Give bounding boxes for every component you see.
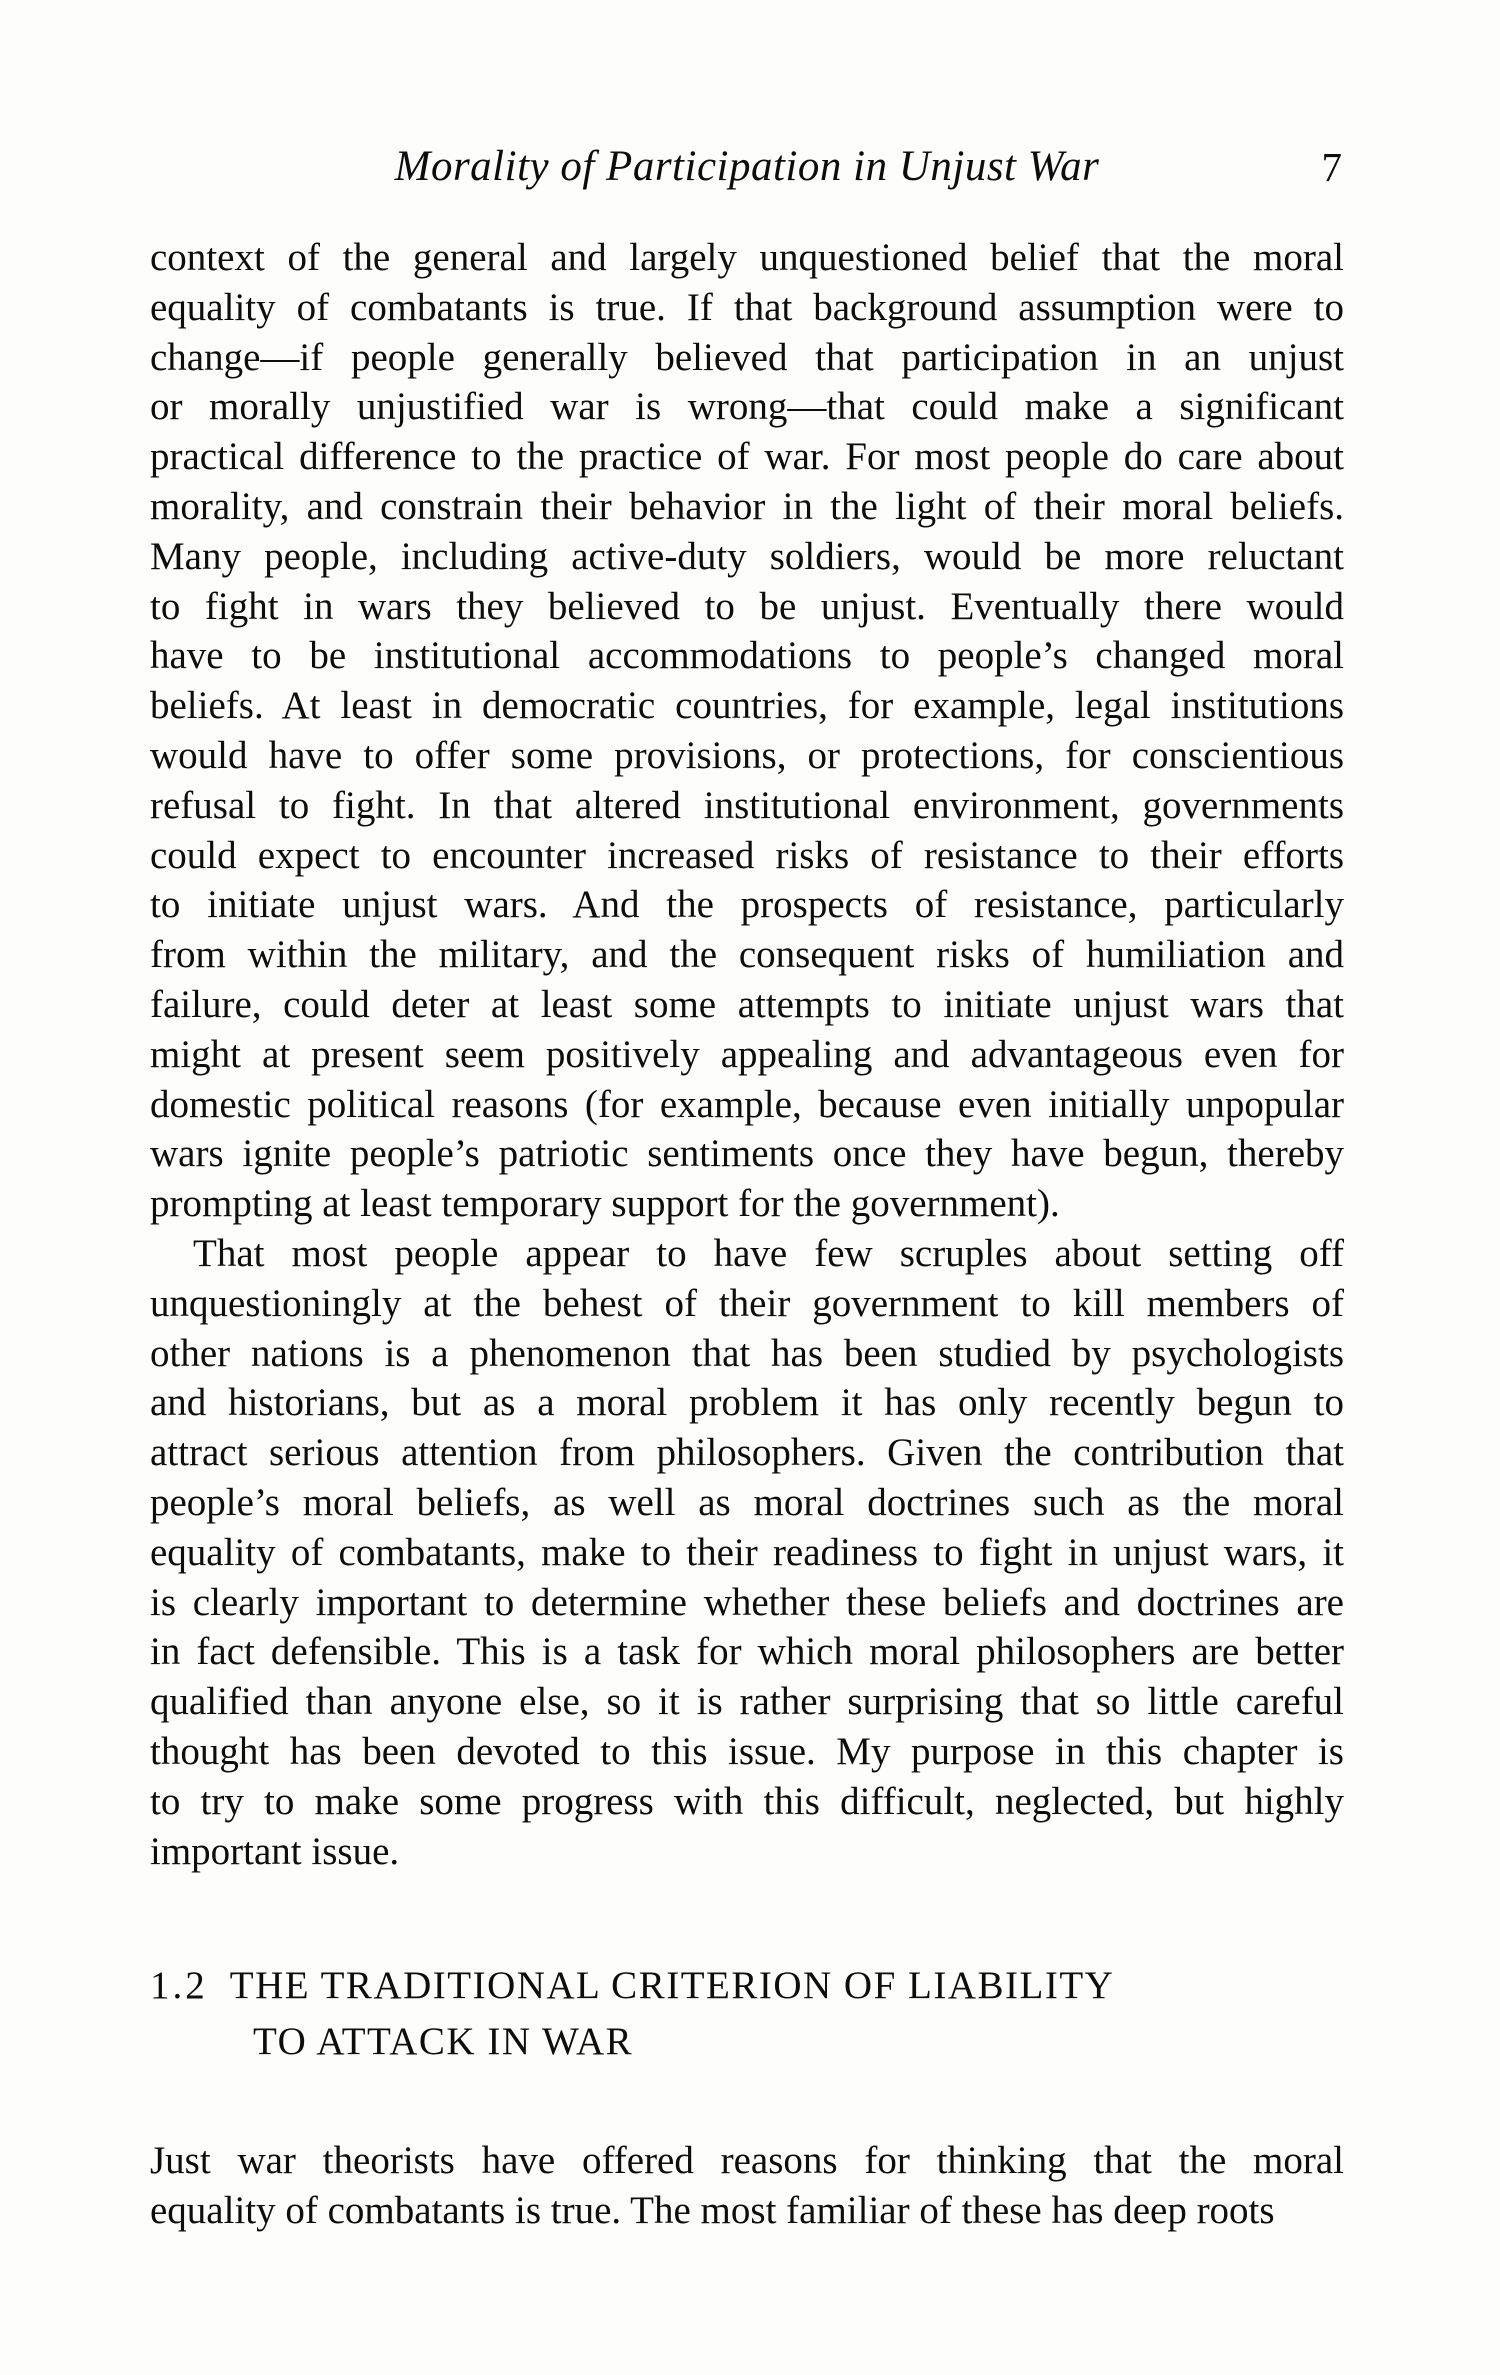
section-heading-line1 [150, 1958, 1390, 2014]
section-title-line2: TO ATTACK IN WAR [253, 2020, 634, 2063]
text-line: from within the military, and the consequent risks of humiliation and [150, 933, 1344, 977]
text-line: unquestioningly at the behest of their government to kill members of [150, 1281, 1344, 1325]
text-line: prompting at least temporary support for the government). [150, 1182, 1060, 1226]
text-line: might at present seem positively appealing and advantageous even for [150, 1032, 1344, 1076]
text-line: That most people appear to have few scruples about setting off [193, 1231, 1344, 1275]
text-line: attract serious attention from philosophers. Given the contribution that [150, 1431, 1344, 1475]
text-line: in fact defensible. This is a task for which moral philosophers are better [150, 1630, 1344, 1674]
running-title: Morality of Participation in Unjust War [394, 143, 1100, 190]
paragraph [150, 233, 1344, 1229]
text-line: morality, and constrain their behavior in the light of their moral beliefs. [150, 484, 1344, 528]
running-header [150, 140, 1344, 194]
section-title-line1: THE TRADITIONAL CRITERION OF LIABILITY [229, 1964, 1115, 2007]
paragraph [150, 2136, 1344, 2236]
text-line: refusal to fight. In that altered institutional environment, governments [150, 783, 1344, 827]
text-line: Just war theorists have offered reasons for thinking that the moral [150, 2139, 1344, 2182]
section-heading [150, 1958, 1390, 2070]
text-line: context of the general and largely unquestioned belief that the moral [150, 236, 1344, 279]
section-body-text [150, 2136, 1344, 2236]
text-line: Many people, including active-duty soldiers, would be more reluctant [150, 534, 1344, 578]
text-line: people’s moral beliefs, as well as moral doctrines such as the moral [150, 1480, 1344, 1524]
text-line: equality of combatants, make to their readiness to fight in unjust wars, it [150, 1530, 1344, 1574]
text-line: would have to offer some provisions, or protections, for conscientious [150, 733, 1344, 777]
text-line: other nations is a phenomenon that has been studied by psychologists [150, 1331, 1344, 1375]
text-line: equality of combatants is true. The most familiar of these has deep roots [150, 2188, 1275, 2232]
text-line: to fight in wars they believed to be unjust. Eventually there would [150, 584, 1344, 628]
text-line: to try to make some progress with this difficult, neglected, but highly [150, 1779, 1344, 1823]
text-line: to initiate unjust wars. And the prospects of resistance, particularly [150, 883, 1344, 927]
text-line: beliefs. At least in democratic countries, for example, legal institutions [150, 684, 1344, 728]
main-body-text [150, 233, 1344, 1876]
paragraph [150, 1229, 1344, 1876]
text-line: failure, could deter at least some attempts to initiate unjust wars that [150, 982, 1344, 1026]
text-line: have to be institutional accommodations to people’s changed moral [150, 634, 1344, 678]
text-line: change—if people generally believed that participation in an unjust [150, 335, 1344, 379]
text-line: domestic political reasons (for example, because even initially unpopular [150, 1082, 1344, 1126]
text-line: qualified than anyone else, so it is rather surprising that so little careful [150, 1680, 1344, 1724]
text-line: thought has been devoted to this issue. My purpose in this chapter is [150, 1729, 1344, 1773]
text-line: is clearly important to determine whether these beliefs and doctrines are [150, 1580, 1344, 1624]
text-line: practical difference to the practice of war. For most people do care about [150, 435, 1344, 479]
page-number: 7 [1321, 144, 1342, 190]
text-line: equality of combatants is true. If that background assumption were to [150, 285, 1344, 329]
text-line: wars ignite people’s patriotic sentiments once they have begun, thereby [150, 1132, 1344, 1176]
section-number: 1.2 [150, 1964, 208, 2007]
text-line: or morally unjustified war is wrong—that could make a significant [150, 385, 1344, 429]
text-line: important issue. [150, 1829, 400, 1873]
text-line: could expect to encounter increased risks of resistance to their efforts [150, 833, 1344, 877]
text-line: and historians, but as a moral problem it has only recently begun to [150, 1381, 1344, 1425]
